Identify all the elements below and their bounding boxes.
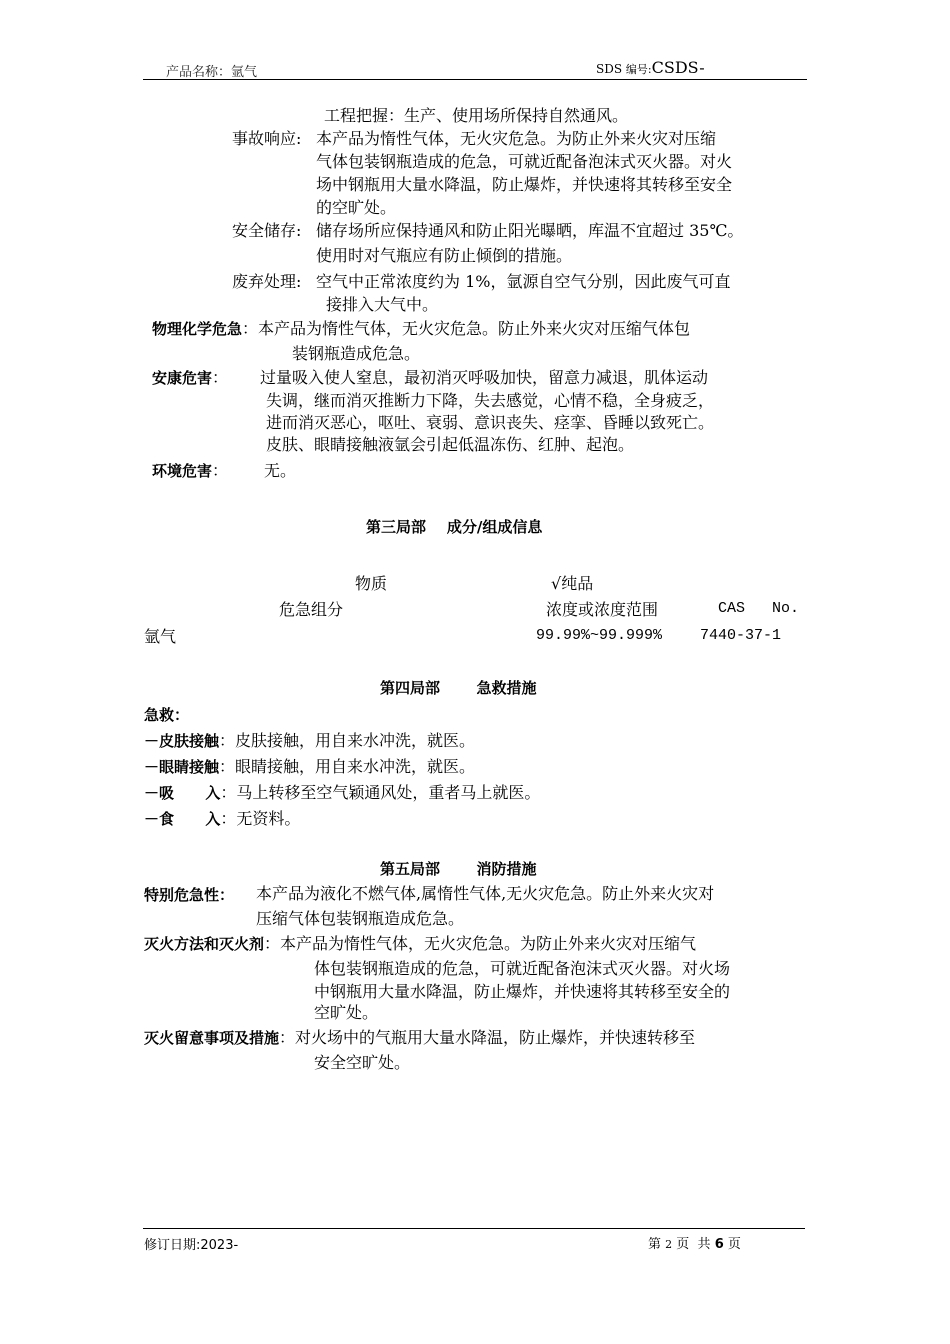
extinguishing-method-line-4: 空旷处。 [314, 1003, 379, 1022]
firefighting-notice-line-1: ：对火场中的气瓶用大量水降温，防止爆炸，并快速转移至 [279, 1028, 696, 1047]
special-hazard-line-2: 压缩气体包装钢瓶造成危急。 [256, 909, 465, 928]
health-hazard-colon: ： [212, 368, 229, 387]
first-aid-ingestion-text: ：无资料。 [220, 809, 301, 828]
extinguishing-method-line-1: ：本产品为惰性气体，无火灾危急。为防止外来火灾对压缩气 [264, 934, 697, 953]
disposal-label: 废弃处理: [232, 272, 302, 291]
section4-title: 第四局部 急救措施 [380, 679, 537, 697]
health-hazard-label: 安康危害 [152, 369, 213, 387]
firefighting-notice [144, 1026, 695, 1049]
page-suffix: 页 [727, 1237, 741, 1252]
section3-title: 第三局部 成分/组成信息 [366, 518, 543, 536]
health-hazard-line-4: 皮肤、眼睛接触液氩会引起低温冻伤、红肿、起泡。 [266, 435, 635, 454]
footer-page-number [648, 1233, 741, 1252]
health-hazard-line-1: 过量吸入使人窒息，最初消灭呼吸加快，留意力减退，肌体运动 [260, 368, 709, 387]
extinguishing-method-line-2: 体包装钢瓶造成的危急，可就近配备泡沫式灭火器。对火场 [314, 959, 731, 978]
sds-label: 编号: [625, 63, 652, 76]
first-aid-skin [144, 729, 475, 752]
firefighting-notice-line-2: 安全空旷处。 [314, 1053, 411, 1072]
env-hazard-label: 环境危害 [152, 462, 213, 480]
page-mid: 页 共 [676, 1237, 711, 1252]
row-substance-name: 氩气 [144, 627, 177, 646]
health-hazard-line-3: 进而消灭恶心，呕吐、衰弱、意识丧失、痉挛、昏睡以致死亡。 [266, 413, 715, 432]
col-cas: CAS No. [718, 600, 800, 617]
header-product-name: 产品名称：氩气 [166, 65, 258, 80]
row-concentration: 99.99%~99.999% [536, 627, 663, 644]
safe-storage-label: 安全储存: [232, 221, 302, 240]
col-concentration: 浓度或浓度范围 [546, 600, 659, 619]
col-substance: 物质 [355, 574, 388, 593]
disposal-line-1: 空气中正常浓度约为 1%，氩源自空气分别，因此废气可直 [316, 272, 731, 291]
row-cas-number: 7440-37-1 [700, 627, 782, 644]
disposal-line-2: 接排入大气中。 [326, 295, 439, 314]
health-hazard [152, 366, 228, 389]
first-aid-eyes-text: ：眼睛接触，用自来水冲洗，就医。 [219, 757, 476, 776]
first-aid-eyes-label: －眼睛接触 [144, 758, 220, 776]
env-hazard [152, 459, 228, 482]
col-pure: √纯品 [551, 574, 594, 593]
physchem-hazard-label: 物理化学危急 [152, 320, 243, 338]
first-aid-inhalation [144, 781, 540, 804]
extinguishing-method-line-3: 中钢瓶用大量水降温，防止爆炸，并快速将其转移至安全的 [314, 982, 731, 1001]
safe-storage-line-2: 使用时对气瓶应有防止倾倒的措施。 [316, 246, 573, 265]
engineering-control: 工程把握：生产、使用场所保持自然通风。 [324, 106, 629, 125]
first-aid-eyes [144, 755, 475, 778]
first-aid-label: 急救： [144, 706, 190, 724]
safe-storage-line-1: 储存场所应保持通风和防止阳光曝晒，库温不宜超过 35℃。 [316, 221, 744, 240]
env-hazard-colon: ： [212, 461, 229, 480]
accident-response-line-2: 气体包装钢瓶造成的危急，可就近配备泡沫式灭火器。对火 [316, 152, 733, 171]
header-rule [143, 79, 807, 80]
page-current: 2 [665, 1238, 673, 1251]
physchem-hazard [152, 317, 690, 340]
sds-value: CSDS- [651, 58, 705, 77]
col-hazard-component: 危急组分 [279, 600, 344, 619]
extinguishing-method-label: 灭火方法和灭火剂 [144, 935, 265, 953]
accident-response-line-4: 的空旷处。 [316, 198, 397, 217]
env-hazard-value: 无。 [264, 461, 297, 480]
section5-title: 第五局部 消防措施 [380, 860, 537, 878]
special-hazard-label: 特别危急性： [144, 886, 235, 904]
page-prefix: 第 [648, 1237, 662, 1252]
accident-response-line-3: 场中钢瓶用大量水降温，防止爆炸，并快速将其转移至安全 [316, 175, 733, 194]
health-hazard-line-2: 失调，继而消灭推断力下降，失去感觉，心情不稳，全身疲乏， [266, 391, 715, 410]
first-aid-inhalation-text: ：马上转移至空气颖通风处，重者马上就医。 [220, 783, 541, 802]
sds-prefix: SDS [596, 62, 623, 76]
firefighting-notice-label: 灭火留意事项及措施 [144, 1029, 280, 1047]
physchem-hazard-line-1: ：本产品为惰性气体，无火灾危急。防止外来火灾对压缩气体包 [242, 319, 691, 338]
extinguishing-method [144, 932, 696, 955]
page-total: 6 [714, 1237, 724, 1252]
first-aid-skin-text: ：皮肤接触，用自来水冲洗，就医。 [219, 731, 476, 750]
accident-response-label: 事故响应: [232, 129, 302, 148]
first-aid-inhalation-label: －吸 入 [144, 784, 221, 802]
physchem-hazard-line-2: 装钢瓶造成危急。 [292, 344, 421, 363]
accident-response-line-1: 本产品为惰性气体，无火灾危急。为防止外来火灾对压缩 [316, 129, 717, 148]
special-hazard-line-1: 本产品为液化不燃气体,属惰性气体,无火灾危急。防止外来火灾对 [256, 884, 715, 903]
header-sds-number [596, 58, 705, 77]
first-aid-ingestion [144, 807, 300, 830]
footer-rule [143, 1228, 805, 1229]
first-aid-skin-label: －皮肤接触 [144, 732, 220, 750]
footer-revision-date: 修订日期:2023- [144, 1238, 239, 1253]
first-aid-ingestion-label: －食 入 [144, 810, 221, 828]
